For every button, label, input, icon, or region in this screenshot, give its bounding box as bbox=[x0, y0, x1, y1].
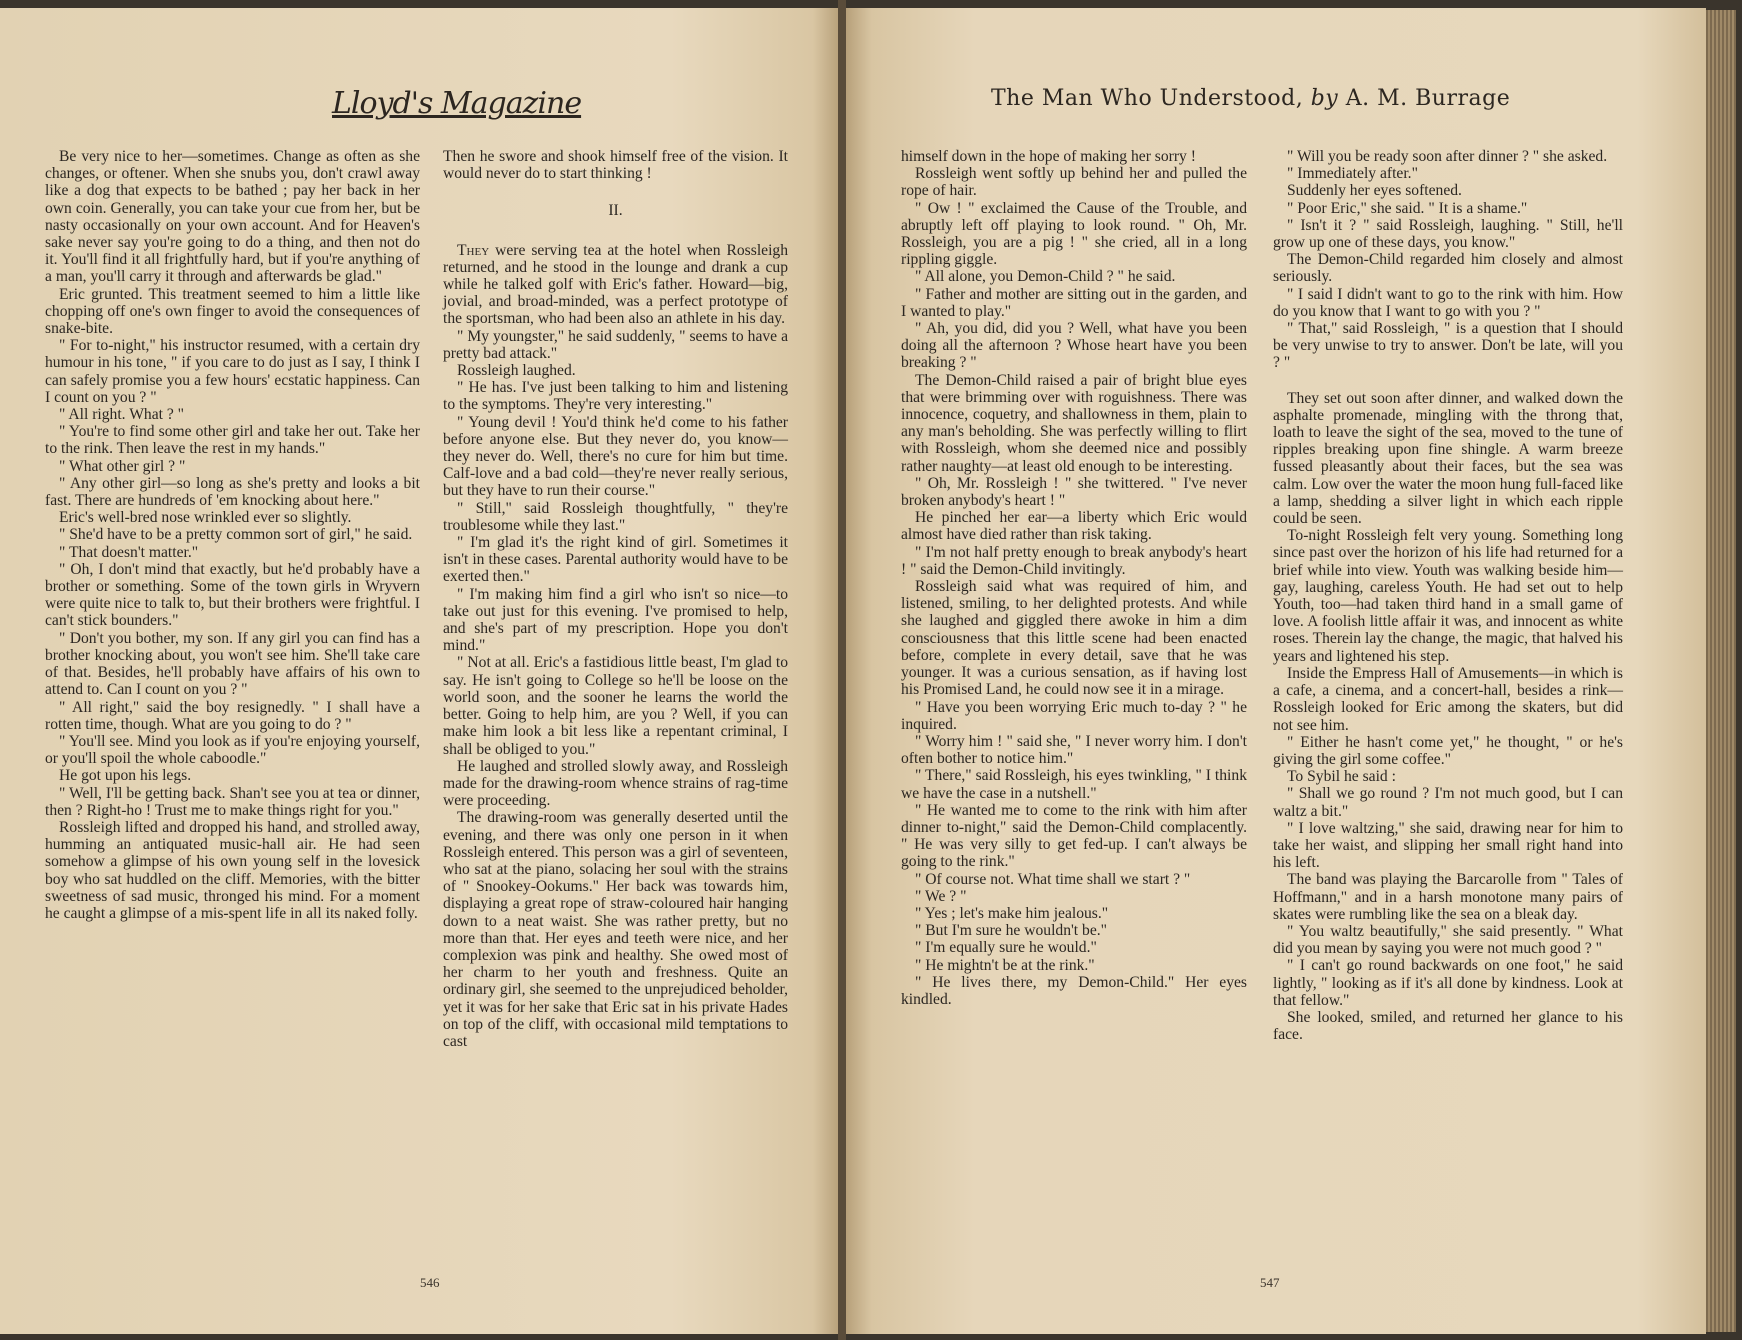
paragraph: " What other girl ? " bbox=[59, 457, 186, 475]
right-column-1 bbox=[901, 148, 1247, 1008]
paragraph: himself down in the hope of making her sorry ! bbox=[901, 148, 1196, 165]
paragraph: " Shall we go round ? I'm not much good, but I can waltz a bit." bbox=[1273, 785, 1623, 820]
byline-by: by bbox=[1310, 86, 1339, 111]
page-number: 546 bbox=[420, 1275, 440, 1290]
paragraph: " Worry him ! " said she, " I never worry him. I don't often bother to notice him." bbox=[901, 732, 1247, 768]
book-gutter bbox=[838, 0, 846, 1340]
paragraph: Eric grunted. This treatment seemed to him a little like chopping off one's own finger to avoid the consequences of snake-bite. bbox=[45, 285, 420, 338]
paragraph: " You waltz beautifully," she said presently. " What did you mean by saying you were not much good ? " bbox=[1273, 922, 1623, 958]
drop-word: They bbox=[457, 241, 490, 259]
paragraph: The Demon-Child raised a pair of bright blue eyes that were brimming over with roguishness. There was innocence, coquetry, and shallowness in them, plain to any man's beholding. She was perfectly willing to flirt with Rossleigh, whom she deemed nice and possibly rather naughty—at least old enough to be interesting. bbox=[901, 371, 1247, 475]
right-column-2 bbox=[1273, 148, 1623, 1043]
right-column-2-scene-break bbox=[1273, 390, 1623, 1044]
paragraph: " Don't you bother, my son. If any girl you can find has a brother knocking about, you won't see him. She'll take care of that. Besides, he'll probably have affairs of his own to attend to. Can I count on you ? " bbox=[45, 629, 420, 699]
right-column-2-body bbox=[1273, 148, 1623, 372]
paragraph: Rossleigh lifted and dropped his hand, and strolled away, humming an antiquated music-hall air. He had seen somehow a glimpse of his own young self in the lovesick boy who sat huddled on the cliff. Memories, with the bitter sweetness of sad music, thronged his mind. For a moment he caught a glimpse of a mis-spent life in all its naked folly. bbox=[45, 818, 420, 922]
paragraph: Inside the Empress Hall of Amusements—in which is a cafe, a cinema, and a concert-hall, besides a rink—Rossleigh looked for Eric among the skaters, but did not see him. bbox=[1273, 664, 1623, 734]
paragraph: " I'm equally sure he would." bbox=[915, 939, 1097, 957]
paragraph: He pinched her ear—a liberty which Eric would almost have died rather than risk taking. bbox=[901, 509, 1247, 544]
paragraph: " You're to find some other girl and take her out. Take her to the rink. Then leave the rest in my hands." bbox=[45, 423, 420, 458]
paragraph: " Either he hasn't come yet," he thought, " or he's giving the girl some coffee." bbox=[1273, 733, 1623, 768]
paragraph: " Ah, you did, did you ? Well, what have you been doing all the afternoon ? Whose heart have you been breaking ? " bbox=[901, 320, 1247, 372]
paragraph: He got upon his legs. bbox=[59, 767, 192, 785]
paragraph: The drawing-room was generally deserted until the evening, and there was only one person in it when Rossleigh entered. This person was a girl of seventeen, who sat at the piano, solacing her soul with the strains of " Snookey-Ookums." Her back was towards him, displaying a great rope of straw-coloured hair hanging down to a neat waist. She was rather pretty, but no more than that. Her eyes and teeth were nice, and her complexion was pink and healthy. She owed most of her charm to her youth and freshness. Quite an ordinary girl, she seemed to the unprejudiced beholder, yet it was for her sake that Eric sat in his private Hades on top of the cliff, with occasional mild temptations to cast bbox=[443, 809, 788, 1050]
paragraph: She looked, smiled, and returned her glance to his face. bbox=[1273, 1008, 1623, 1044]
right-column-1-body bbox=[901, 165, 1247, 1008]
paragraph: " I'm making him find a girl who isn't so nice—to take out just for this evening. I've promised to help, and she's part of my prescription. Hope you don't mind." bbox=[443, 585, 788, 655]
paragraph: " Ow ! " exclaimed the Cause of the Trouble, and abruptly left off playing to look round. " Oh, Mr. Rossleigh, you are a pig ! " she cried, all in a long rippling giggle. bbox=[901, 199, 1247, 269]
page-edges bbox=[1706, 10, 1736, 1332]
paragraph: " Isn't it ? " said Rossleigh, laughing. " Still, he'll grow up one of these days, you know." bbox=[1273, 216, 1623, 252]
paragraph: " Of course not. What time shall we start ? " bbox=[915, 870, 1191, 888]
paragraph: " That," said Rossleigh, " is a question that I should be very unwise to try to answer. Don't be late, will you ? " bbox=[1273, 320, 1623, 372]
left-column-1 bbox=[45, 148, 420, 922]
paragraph: " I can't go round backwards on one foot," he said lightly, " looking as if it's all done by kindness. Look at that fellow." bbox=[1273, 957, 1623, 1009]
paragraph: " I'm glad it's the right kind of girl. Sometimes it isn't in these cases. Parental authority would have to be exerted then." bbox=[443, 534, 788, 586]
paragraph: " I'm not half pretty enough to break anybody's heart ! " said the Demon-Child invitingly. bbox=[901, 543, 1247, 578]
paragraph: " Have you been worrying Eric much to-day ? " he inquired. bbox=[901, 698, 1247, 733]
paragraph: " He wanted me to come to the rink with him after dinner to-night," said the Demon-Child complacently. " He was very silly to get fed-up. I can't always be going to the rink." bbox=[901, 801, 1247, 871]
paragraph: " All right. What ? " bbox=[59, 406, 185, 424]
story-running-head bbox=[991, 86, 1510, 111]
paragraph-text: were serving tea at the hotel when Rossleigh returned, and he stood in the lounge and drank a cup while he talked golf with Eric's father. Howard—big, jovial, and broad-minded, was a perfect prototype of the sportsman, who had been also an athlete in his day. bbox=[443, 241, 788, 328]
paragraph: " For to-night," his instructor resumed, with a certain dry humour in his tone, " if you care to do just as I say, I think I can safely promise you a few hours' ecstatic happiness. Can I count on you ? " bbox=[45, 337, 420, 406]
paragraph: " She'd have to be a pretty common sort of girl," he said. bbox=[59, 526, 413, 544]
paragraph: " Will you be ready soon after dinner ? " she asked. bbox=[1287, 148, 1608, 165]
paragraph: " Father and mother are sitting out in the garden, and I wanted to play." bbox=[901, 285, 1247, 320]
paragraph: " Oh, Mr. Rossleigh ! " she twittered. " I've never broken anybody's heart ! " bbox=[901, 474, 1247, 510]
paragraph: Rossleigh went softly up behind her and pulled the rope of hair. bbox=[901, 165, 1247, 200]
section-opening-paragraph bbox=[443, 242, 788, 328]
paragraph: " Poor Eric," she said. " It is a shame." bbox=[1287, 199, 1528, 217]
paragraph: " I said I didn't want to go to the rink with him. How do you know that I want to go with you ? " bbox=[1273, 285, 1623, 320]
paragraph: Then he swore and shook himself free of the vision. It would never do to start thinking ! bbox=[443, 148, 788, 183]
left-column-2-body bbox=[443, 328, 788, 1051]
paragraph: " All alone, you Demon-Child ? " he said. bbox=[915, 268, 1176, 286]
paragraph: Rossleigh said what was required of him, and listened, smiling, to her delighted protests. And while she laughed and giggled there awoke in him a dim consciousness that this little scene had been enacted before, complete in every detail, save that he was younger. It was a curious sensation, as if having lost his Promised Land, he could now see it in a mirage. bbox=[901, 578, 1247, 699]
paragraph: " You'll see. Mind you look as if you're enjoying yourself, or you'll spoil the whole caboodle." bbox=[45, 732, 420, 768]
paragraph: " He has. I've just been talking to him and listening to the symptoms. They're very interesting." bbox=[443, 379, 788, 414]
page-number: 547 bbox=[1260, 1275, 1280, 1290]
author-name: A. M. Burrage bbox=[1345, 86, 1511, 111]
paragraph: They set out soon after dinner, and walked down the asphalte promenade, mingling with the throng that, loath to leave the sight of the sea, moved to the tune of ripples breaking upon fine shingle. A warm breeze fussed pleasantly about their faces, but the sea was calm. Low over the water the moon hung full-faced like a lamp, shedding a silver light in which each ripple could be seen. bbox=[1273, 389, 1623, 528]
paragraph: " I love waltzing," she said, drawing near for him to take her waist, and slipping her small right hand into his left. bbox=[1273, 819, 1623, 872]
paragraph: " Immediately after." bbox=[1287, 165, 1418, 183]
paragraph: " All right," said the boy resignedly. " I shall have a rotten time, though. What are you going to do ? " bbox=[45, 698, 420, 733]
paragraph: " He lives there, my Demon-Child." Her eyes kindled. bbox=[901, 973, 1247, 1008]
paragraph: Eric's well-bred nose wrinkled ever so slightly. bbox=[59, 509, 352, 527]
paragraph: To Sybil he said : bbox=[1287, 768, 1396, 786]
section-number: II. bbox=[608, 202, 623, 220]
paragraph: Suddenly her eyes softened. bbox=[1287, 182, 1462, 200]
paragraph: " We ? " bbox=[915, 887, 967, 905]
magazine-masthead: Lloyd's Magazine bbox=[332, 86, 582, 121]
left-column-2 bbox=[443, 148, 788, 1050]
paragraph: To-night Rossleigh felt very young. Something long since past over the horizon of his life had returned for a brief while into view. Youth was walking beside him—gay, laughing, careless Youth. He had set out to help Youth, too—had taken third hand in a small game of love. A foolish little affair it was, and innocent as white roses. Therein lay the change, the magic, that halved his years and lightened his step. bbox=[1273, 527, 1623, 665]
story-title: The Man Who Understood, bbox=[991, 86, 1304, 111]
paragraph: " There," said Rossleigh, his eyes twinkling, " I think we have the case in a nutshell." bbox=[901, 767, 1247, 802]
paragraph: He laughed and strolled slowly away, and Rossleigh made for the drawing-room whence strains of rag-time were proceeding. bbox=[443, 757, 788, 810]
paragraph: Rossleigh laughed. bbox=[457, 362, 576, 380]
paragraph: Be very nice to her—sometimes. Change as often as she changes, or oftener. When she snubs you, don't crawl away like a dog that expects to be bathed ; pay her back in her own coin. Generally, you can take your cue from her, but be nasty occasionally on your own account. And for Heaven's sake never say you're going to do a thing, and then not do it. You'll find it all frightfully hard, but if you're anything of a man, you'll carry it through and afterwards be glad." bbox=[45, 148, 420, 286]
right-page bbox=[846, 8, 1706, 1334]
left-page bbox=[0, 8, 838, 1334]
paragraph: " My youngster," he said suddenly, " seems to have a pretty bad attack." bbox=[443, 327, 788, 362]
paragraph: " Well, I'll be getting back. Shan't see you at tea or dinner, then ? Right-ho ! Trust me to make things right for you." bbox=[45, 784, 421, 819]
paragraph: " He mightn't be at the rink." bbox=[915, 956, 1095, 974]
paragraph: " That doesn't matter." bbox=[59, 543, 199, 561]
paragraph: " Still," said Rossleigh thoughtfully, " they're troublesome while they last." bbox=[443, 499, 788, 534]
paragraph: " Not at all. Eric's a fastidious little beast, I'm glad to say. He isn't going to College so he'll be loose on the world soon, and the sooner he learns the world the better. Going to help him, are you ? Well, if you can make him look a bit less like a repentant criminal, I shall be obliged to you." bbox=[443, 654, 788, 758]
paragraph: " Yes ; let's make him jealous." bbox=[915, 904, 1109, 922]
paragraph: " Young devil ! You'd think he'd come to his father before anyone else. But they never do, you know—they never do. Well, there's no cure for him but time. Calf-love and a bad cold—they're never really serious, but they have to run their course." bbox=[443, 413, 788, 500]
paragraph: " But I'm sure he wouldn't be." bbox=[915, 922, 1108, 940]
paragraph: The Demon-Child regarded him closely and almost seriously. bbox=[1273, 251, 1623, 286]
paragraph: " Any other girl—so long as she's pretty and looks a bit fast. There are hundreds of 'em knocking about here." bbox=[45, 474, 420, 510]
paragraph: " Oh, I don't mind that exactly, but he'd probably have a brother or something. Some of the town girls in Wryvern were quite nice to talk to, but their brothers were frightful. I can't stick bounders." bbox=[45, 560, 420, 630]
paragraph: The band was playing the Barcarolle from " Tales of Hoffmann," and in a harsh monotone many pairs of skates were rumbling like the sea on a bleak day. bbox=[1273, 871, 1623, 923]
